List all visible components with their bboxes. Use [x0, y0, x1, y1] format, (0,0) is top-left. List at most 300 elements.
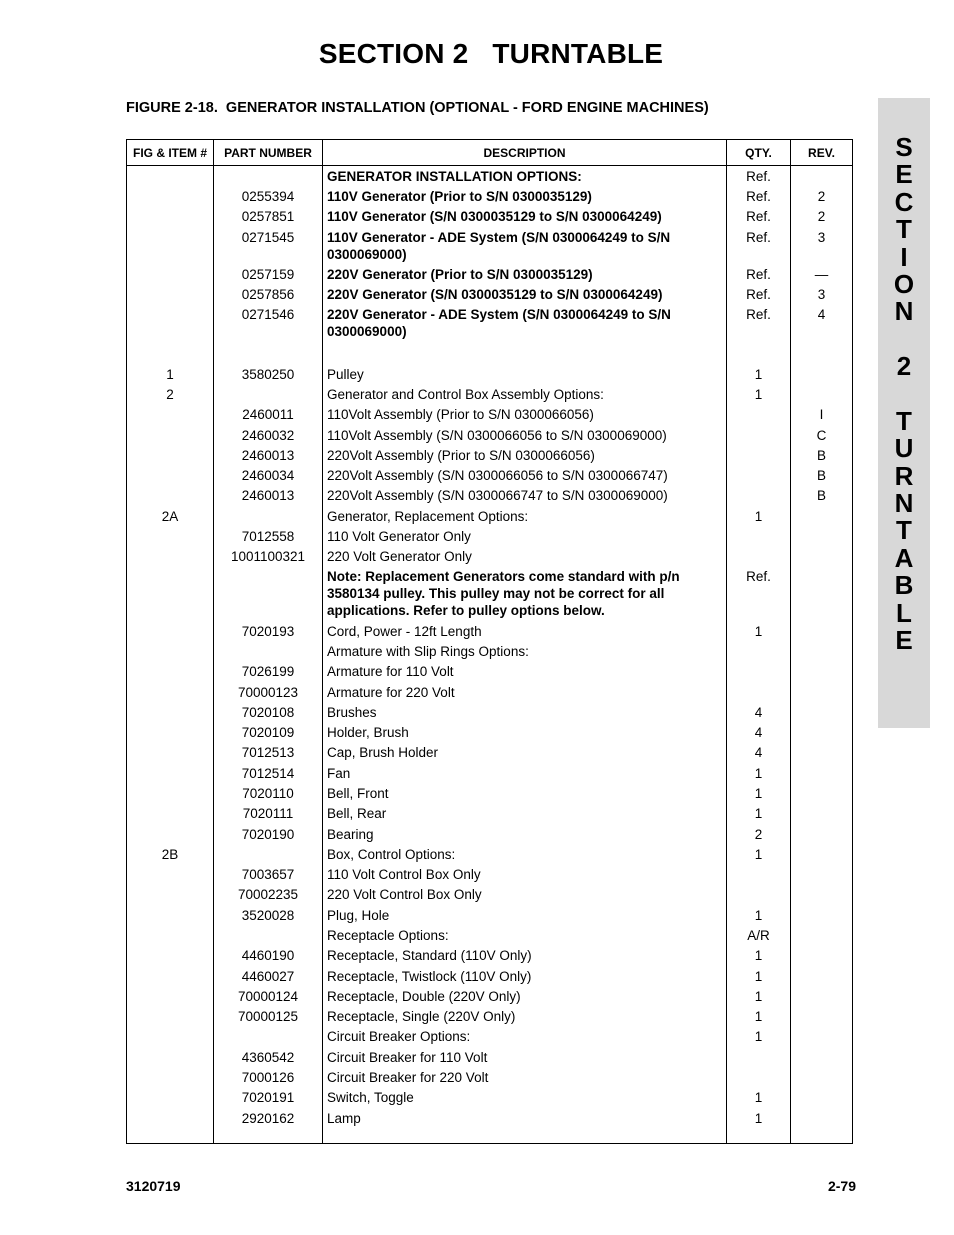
table-row [127, 547, 853, 567]
fig-item-cell [127, 986, 214, 1006]
rev-cell: 3 [791, 227, 853, 264]
qty-cell: Ref. [727, 227, 791, 264]
section-tab-letter: B [894, 570, 914, 601]
part-number-cell: 0257159 [214, 264, 323, 284]
filler-cell [323, 1128, 727, 1143]
description-cell: 110 Volt Generator Only [323, 526, 727, 546]
description-cell: Brushes [323, 702, 727, 722]
table-row [127, 621, 853, 641]
part-number-cell: 7020111 [214, 804, 323, 824]
rev-cell [791, 682, 853, 702]
qty-cell [727, 1047, 791, 1067]
part-number-cell: 70000123 [214, 682, 323, 702]
column-header-rev: REV. [791, 140, 853, 166]
table-row [127, 207, 853, 227]
figure-title: FIGURE 2-18. GENERATOR INSTALLATION (OPTIONAL - FORD ENGINE MACHINES) [126, 100, 709, 116]
qty-cell: 1 [727, 1108, 791, 1128]
table-row [127, 662, 853, 682]
fig-item-cell [127, 966, 214, 986]
rev-cell [791, 824, 853, 844]
spacer-cell [214, 342, 323, 364]
part-number-cell [214, 925, 323, 945]
fig-item-cell [127, 905, 214, 925]
qty-cell: 1 [727, 506, 791, 526]
part-number-cell: 3580250 [214, 364, 323, 384]
qty-cell: 2 [727, 824, 791, 844]
description-cell: Armature with Slip Rings Options: [323, 641, 727, 661]
part-number-cell: 70000125 [214, 1006, 323, 1026]
qty-cell [727, 641, 791, 661]
qty-cell: 1 [727, 844, 791, 864]
qty-cell [727, 1067, 791, 1087]
table-row [127, 1006, 853, 1026]
part-number-cell: 1001100321 [214, 547, 323, 567]
fig-item-cell [127, 722, 214, 742]
fig-item-cell: 2 [127, 384, 214, 404]
filler-cell [791, 1128, 853, 1143]
fig-item-cell [127, 227, 214, 264]
part-number-cell: 2460032 [214, 425, 323, 445]
description-cell: Receptacle, Standard (110V Only) [323, 946, 727, 966]
part-number-cell: 7012513 [214, 743, 323, 763]
qty-cell: 1 [727, 1006, 791, 1026]
fig-item-cell [127, 824, 214, 844]
rev-cell: B [791, 445, 853, 465]
part-number-cell: 7026199 [214, 662, 323, 682]
description-cell: GENERATOR INSTALLATION OPTIONS: [323, 166, 727, 187]
part-number-cell: 7020108 [214, 702, 323, 722]
table-row [127, 425, 853, 445]
qty-cell [727, 405, 791, 425]
section-tab-letter: N [894, 296, 914, 327]
description-cell: 110Volt Assembly (S/N 0300066056 to S/N 0300069000) [323, 425, 727, 445]
rev-cell [791, 506, 853, 526]
part-number-cell: 2460013 [214, 486, 323, 506]
description-cell: Plug, Hole [323, 905, 727, 925]
part-number-cell: 70002235 [214, 885, 323, 905]
document-number: 3120719 [126, 1178, 181, 1194]
rev-cell [791, 722, 853, 742]
rev-cell [791, 384, 853, 404]
section-tab-letter: L [896, 597, 912, 628]
fig-item-cell [127, 925, 214, 945]
table-row [127, 405, 853, 425]
part-number-cell: 2460013 [214, 445, 323, 465]
qty-cell: 4 [727, 722, 791, 742]
qty-cell [727, 885, 791, 905]
table-row [127, 166, 853, 187]
fig-item-cell [127, 465, 214, 485]
part-number-cell: 7012558 [214, 526, 323, 546]
description-cell: 220 Volt Control Box Only [323, 885, 727, 905]
column-header-description: DESCRIPTION [323, 140, 727, 166]
qty-cell [727, 682, 791, 702]
table-row [127, 364, 853, 384]
qty-cell [727, 425, 791, 445]
fig-item-cell [127, 621, 214, 641]
rev-cell [791, 864, 853, 884]
fig-item-cell: 1 [127, 364, 214, 384]
table-row [127, 804, 853, 824]
part-number-cell [214, 1027, 323, 1047]
qty-cell: 1 [727, 1027, 791, 1047]
rev-cell [791, 743, 853, 763]
part-number-cell: 4360542 [214, 1047, 323, 1067]
fig-item-cell [127, 405, 214, 425]
qty-cell: 1 [727, 384, 791, 404]
fig-item-cell [127, 264, 214, 284]
rev-cell [791, 166, 853, 187]
section-tab-letter: E [895, 159, 913, 190]
spacer-cell [791, 342, 853, 364]
description-cell: Receptacle Options: [323, 925, 727, 945]
section-tab-letter: A [894, 542, 914, 573]
part-number-cell: 7020190 [214, 824, 323, 844]
description-cell: 110 Volt Control Box Only [323, 864, 727, 884]
fig-item-cell [127, 445, 214, 465]
part-number-cell: 7003657 [214, 864, 323, 884]
description-cell: Generator, Replacement Options: [323, 506, 727, 526]
table-row [127, 783, 853, 803]
table-row [127, 264, 853, 284]
filler-cell [727, 1128, 791, 1143]
description-cell: Pulley [323, 364, 727, 384]
fig-item-cell: 2B [127, 844, 214, 864]
fig-item-cell [127, 743, 214, 763]
table-row [127, 506, 853, 526]
description-cell: Circuit Breaker Options: [323, 1027, 727, 1047]
rev-cell: 3 [791, 284, 853, 304]
part-number-cell: 0257856 [214, 284, 323, 304]
qty-cell: 1 [727, 621, 791, 641]
part-number-cell: 4460027 [214, 966, 323, 986]
table-row [127, 1067, 853, 1087]
rev-cell [791, 1027, 853, 1047]
fig-item-cell: 2A [127, 506, 214, 526]
rev-cell [791, 1006, 853, 1026]
description-cell: Receptacle, Double (220V Only) [323, 986, 727, 1006]
description-cell: Bell, Front [323, 783, 727, 803]
part-number-cell [214, 567, 323, 621]
fig-item-cell [127, 1047, 214, 1067]
fig-item-cell [127, 946, 214, 966]
qty-cell: 4 [727, 702, 791, 722]
description-cell: 220V Generator (Prior to S/N 0300035129) [323, 264, 727, 284]
qty-cell: 1 [727, 364, 791, 384]
table-row [127, 682, 853, 702]
part-number-cell: 7020110 [214, 783, 323, 803]
description-cell: Switch, Toggle [323, 1088, 727, 1108]
part-number-cell [214, 844, 323, 864]
description-cell: Box, Control Options: [323, 844, 727, 864]
rev-cell [791, 804, 853, 824]
qty-cell [727, 526, 791, 546]
fig-item-cell [127, 207, 214, 227]
table-row [127, 384, 853, 404]
description-cell: 220V Generator - ADE System (S/N 0300064249 to S/N 0300069000) [323, 305, 727, 342]
part-number-cell: 0271546 [214, 305, 323, 342]
section-tab-letter [878, 381, 930, 408]
part-number-cell: 0255394 [214, 186, 323, 206]
spacer-cell [127, 342, 214, 364]
rev-cell: 2 [791, 186, 853, 206]
description-cell: 220Volt Assembly (S/N 0300066747 to S/N 0300069000) [323, 486, 727, 506]
description-cell: Cord, Power - 12ft Length [323, 621, 727, 641]
part-number-cell: 70000124 [214, 986, 323, 1006]
qty-cell: 1 [727, 986, 791, 1006]
fig-item-cell [127, 682, 214, 702]
fig-item-cell [127, 425, 214, 445]
filler-cell [127, 1128, 214, 1143]
table-row [127, 1088, 853, 1108]
spacer-cell [323, 342, 727, 364]
section-tab-letter: T [896, 214, 912, 245]
part-number-cell: 7000126 [214, 1067, 323, 1087]
fig-item-cell [127, 547, 214, 567]
fig-item-cell [127, 641, 214, 661]
rev-cell [791, 621, 853, 641]
rev-cell [791, 783, 853, 803]
table-row [127, 986, 853, 1006]
qty-cell [727, 465, 791, 485]
description-cell: 220Volt Assembly (S/N 0300066056 to S/N 0300066747) [323, 465, 727, 485]
rev-cell [791, 1047, 853, 1067]
qty-cell: 4 [727, 743, 791, 763]
rev-cell [791, 763, 853, 783]
description-cell: Circuit Breaker for 110 Volt [323, 1047, 727, 1067]
fig-item-cell [127, 662, 214, 682]
section-tab-letters [878, 134, 930, 654]
rev-cell [791, 1067, 853, 1087]
fig-item-cell [127, 305, 214, 342]
table-row [127, 1108, 853, 1128]
qty-cell: 1 [727, 946, 791, 966]
qty-cell [727, 662, 791, 682]
part-number-cell [214, 166, 323, 187]
section-tab-letter: O [893, 268, 915, 299]
section-tab-letter [878, 326, 930, 353]
description-cell: 220V Generator (S/N 0300035129 to S/N 0300064249) [323, 284, 727, 304]
fig-item-cell [127, 284, 214, 304]
table-row [127, 864, 853, 884]
qty-cell [727, 486, 791, 506]
table-row [127, 905, 853, 925]
rev-cell [791, 567, 853, 621]
table-row [127, 641, 853, 661]
rev-cell [791, 364, 853, 384]
table-filler-row [127, 1128, 853, 1143]
fig-item-cell [127, 864, 214, 884]
description-cell: Armature for 110 Volt [323, 662, 727, 682]
fig-item-cell [127, 186, 214, 206]
table-row [127, 284, 853, 304]
rev-cell [791, 844, 853, 864]
fig-item-cell [127, 885, 214, 905]
section-tab-letter: I [900, 241, 908, 272]
fig-item-cell [127, 166, 214, 187]
part-number-cell: 7012514 [214, 763, 323, 783]
rev-cell: B [791, 465, 853, 485]
description-cell: 110Volt Assembly (Prior to S/N 0300066056) [323, 405, 727, 425]
qty-cell: Ref. [727, 207, 791, 227]
table-row [127, 465, 853, 485]
description-cell: Holder, Brush [323, 722, 727, 742]
part-number-cell [214, 641, 323, 661]
rev-cell [791, 946, 853, 966]
section-tab-letter: 2 [896, 351, 912, 382]
rev-cell [791, 966, 853, 986]
fig-item-cell [127, 1108, 214, 1128]
section-tab-letter: C [894, 186, 914, 217]
table-row [127, 743, 853, 763]
rev-cell: 4 [791, 305, 853, 342]
spacer-cell [727, 342, 791, 364]
rev-cell [791, 905, 853, 925]
fig-item-cell [127, 1027, 214, 1047]
table-row [127, 486, 853, 506]
rev-cell [791, 1088, 853, 1108]
table-row [127, 844, 853, 864]
part-number-cell: 7020109 [214, 722, 323, 742]
table-row [127, 445, 853, 465]
fig-item-cell [127, 1088, 214, 1108]
description-cell: Circuit Breaker for 220 Volt [323, 1067, 727, 1087]
fig-item-cell [127, 1067, 214, 1087]
rev-cell [791, 526, 853, 546]
rev-cell: C [791, 425, 853, 445]
part-number-cell [214, 384, 323, 404]
description-cell: Bearing [323, 824, 727, 844]
description-cell: Receptacle, Single (220V Only) [323, 1006, 727, 1026]
parts-table [126, 139, 853, 1144]
section-tab-letter: T [896, 405, 912, 436]
description-cell: Lamp [323, 1108, 727, 1128]
part-number-cell: 2460011 [214, 405, 323, 425]
part-number-cell: 4460190 [214, 946, 323, 966]
description-cell: 220Volt Assembly (Prior to S/N 0300066056) [323, 445, 727, 465]
qty-cell: 1 [727, 763, 791, 783]
rev-cell [791, 986, 853, 1006]
fig-item-cell [127, 526, 214, 546]
qty-cell: Ref. [727, 567, 791, 621]
qty-cell: 1 [727, 783, 791, 803]
fig-item-cell [127, 1006, 214, 1026]
section-tab-letter: U [894, 433, 914, 464]
rev-cell: I [791, 405, 853, 425]
qty-cell [727, 864, 791, 884]
qty-cell: 1 [727, 804, 791, 824]
description-cell: 220 Volt Generator Only [323, 547, 727, 567]
table-row [127, 1027, 853, 1047]
description-cell: Note: Replacement Generators come standard with p/n 3580134 pulley. This pulley may not be correct for all applications. Refer to pulley options below. [323, 567, 727, 621]
rev-cell [791, 885, 853, 905]
table-row [127, 227, 853, 264]
section-tab-letter: S [895, 132, 913, 162]
column-header-part-number: PART NUMBER [214, 140, 323, 166]
table-row [127, 722, 853, 742]
qty-cell [727, 547, 791, 567]
table-header-row [127, 140, 853, 166]
description-cell: 110V Generator (Prior to S/N 0300035129) [323, 186, 727, 206]
description-cell: 110V Generator (S/N 0300035129 to S/N 0300064249) [323, 207, 727, 227]
description-cell: Fan [323, 763, 727, 783]
rev-cell: — [791, 264, 853, 284]
section-tab-letter: E [895, 625, 913, 656]
rev-cell [791, 662, 853, 682]
description-cell: Receptacle, Twistlock (110V Only) [323, 966, 727, 986]
table-row [127, 702, 853, 722]
description-cell: Armature for 220 Volt [323, 682, 727, 702]
qty-cell: 1 [727, 905, 791, 925]
table-row [127, 1047, 853, 1067]
part-number-cell: 0271545 [214, 227, 323, 264]
section-tab-letter: R [894, 460, 914, 491]
page-number: 2-79 [827, 1178, 856, 1194]
table-row [127, 526, 853, 546]
qty-cell: Ref. [727, 186, 791, 206]
qty-cell: Ref. [727, 166, 791, 187]
qty-cell: Ref. [727, 284, 791, 304]
table-row [127, 946, 853, 966]
table-row [127, 186, 853, 206]
section-tab-letter: N [894, 488, 914, 519]
description-cell: Bell, Rear [323, 804, 727, 824]
rev-cell [791, 547, 853, 567]
filler-cell [214, 1128, 323, 1143]
column-header-fig-item: FIG & ITEM # [127, 140, 214, 166]
rev-cell [791, 925, 853, 945]
table-row [127, 305, 853, 342]
page-title: SECTION 2 TURNTABLE [318, 38, 664, 69]
part-number-cell: 7020193 [214, 621, 323, 641]
rev-cell [791, 702, 853, 722]
rev-cell: B [791, 486, 853, 506]
qty-cell: Ref. [727, 264, 791, 284]
table-row [127, 885, 853, 905]
table-row [127, 824, 853, 844]
description-cell: Generator and Control Box Assembly Options: [323, 384, 727, 404]
qty-cell: A/R [727, 925, 791, 945]
description-cell: 110V Generator - ADE System (S/N 0300064249 to S/N 0300069000) [323, 227, 727, 264]
qty-cell: 1 [727, 966, 791, 986]
rev-cell [791, 1108, 853, 1128]
part-number-cell: 2460034 [214, 465, 323, 485]
table-row [127, 567, 853, 621]
fig-item-cell [127, 783, 214, 803]
column-header-qty: QTY. [727, 140, 791, 166]
part-number-cell [214, 506, 323, 526]
table-row [127, 966, 853, 986]
fig-item-cell [127, 763, 214, 783]
part-number-cell: 3520028 [214, 905, 323, 925]
qty-cell: Ref. [727, 305, 791, 342]
table-row [127, 925, 853, 945]
section-tab-letter: T [896, 515, 912, 546]
fig-item-cell [127, 804, 214, 824]
rev-cell [791, 641, 853, 661]
section-tab [878, 98, 930, 728]
qty-cell [727, 445, 791, 465]
description-cell: Cap, Brush Holder [323, 743, 727, 763]
fig-item-cell [127, 702, 214, 722]
table-spacer-row [127, 342, 853, 364]
table-row [127, 763, 853, 783]
part-number-cell: 2920162 [214, 1108, 323, 1128]
fig-item-cell [127, 567, 214, 621]
qty-cell: 1 [727, 1088, 791, 1108]
fig-item-cell [127, 486, 214, 506]
rev-cell: 2 [791, 207, 853, 227]
